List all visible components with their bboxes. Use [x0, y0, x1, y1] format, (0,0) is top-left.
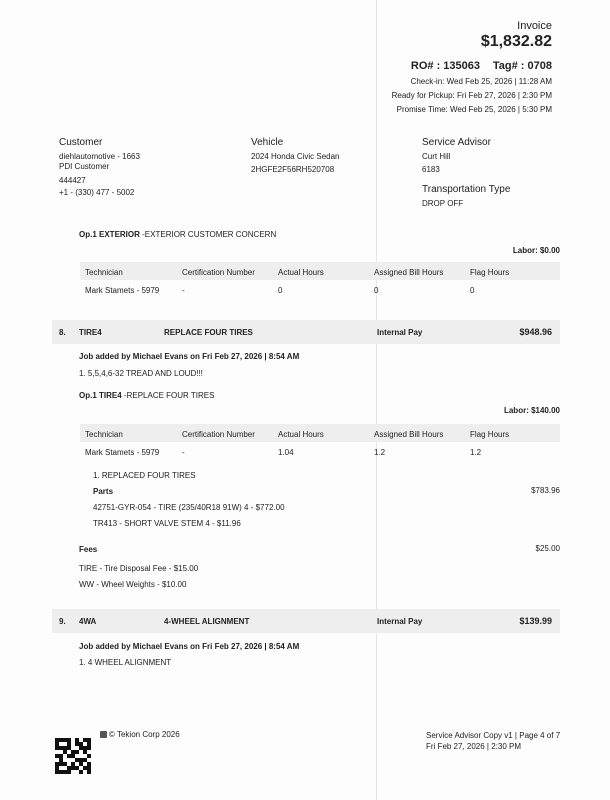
parts-total: $783.96	[531, 486, 560, 495]
job8-description: REPLACE FOUR TIRES	[164, 328, 253, 337]
fee-item: TIRE - Tire Disposal Fee - $15.00	[79, 564, 199, 573]
customer-phone: +1 - (330) 477 - 5002	[59, 188, 135, 197]
job8-labor: Labor: $140.00	[503, 406, 560, 415]
job8-added-by: Job added by Michael Evans on Fri Feb 27, 2026 | 8:54 AM	[79, 352, 300, 361]
parts-label: Parts	[93, 487, 114, 496]
fees-label: Fees	[79, 545, 98, 554]
customer-name: diehlautomotive - 1663	[59, 152, 140, 161]
job9-code: 4WA	[79, 617, 97, 626]
col-flag-hours: Flag Hours	[470, 430, 510, 439]
part-item: TR413 - SHORT VALVE STEM 4 - $11.96	[93, 519, 241, 528]
table-cell: 1.2	[470, 448, 482, 457]
advisor-number: 6183	[422, 165, 440, 174]
col-technician: Technician	[85, 430, 123, 439]
col-certification: Certification Number	[182, 268, 255, 277]
fees-total: $25.00	[535, 544, 560, 553]
invoice-total: $1,832.82	[480, 33, 552, 50]
job8-concern: 1. 5,5,4,6-32 TREAD AND LOUD!!!	[79, 369, 203, 378]
table-cell: 1.2	[374, 448, 386, 457]
tag-number: Tag# : 0708	[492, 60, 552, 72]
page-fold-line	[376, 0, 377, 800]
table-cell: 0	[374, 286, 379, 295]
job9-description: 4-WHEEL ALIGNMENT	[164, 617, 250, 626]
col-certification: Certification Number	[182, 430, 255, 439]
customer-heading: Customer	[59, 137, 103, 148]
job8-amount: $948.96	[519, 327, 552, 337]
printed-time: Fri Feb 27, 2026 | 2:30 PM	[426, 742, 522, 751]
doc-type: Invoice	[517, 20, 552, 32]
job8-correction: 1. REPLACED FOUR TIRES	[93, 471, 196, 480]
customer-type: PDI Customer	[59, 162, 110, 171]
op-exterior-labor: Labor: $0.00	[512, 246, 560, 255]
vehicle-vin: 2HGFE2F56RH520708	[251, 165, 335, 174]
job9-number: 9.	[59, 617, 66, 626]
copyright: © Tekion Corp 2026	[109, 730, 180, 739]
job8-code: TIRE4	[79, 328, 102, 337]
job9-added-by: Job added by Michael Evans on Fri Feb 27, 2026 | 8:54 AM	[79, 642, 300, 651]
job9-concern: 1. 4 WHEEL ALIGNMENT	[79, 658, 172, 667]
copy-info: Service Advisor Copy v1 | Page 4 of 7	[426, 731, 561, 740]
col-assigned-bill-hours: Assigned Bill Hours	[374, 430, 444, 439]
pickup-time: Ready for Pickup: Fri Feb 27, 2026 | 2:30 PM	[391, 91, 552, 100]
ro-number: RO# : 135063	[410, 60, 480, 72]
job8-op-title: Op.1 TIRE4 -REPLACE FOUR TIRES	[79, 391, 215, 400]
op-exterior-title: Op.1 EXTERIOR -EXTERIOR CUSTOMER CONCERN	[79, 230, 277, 239]
job9-amount: $139.99	[519, 616, 552, 626]
table-cell: 0	[470, 286, 475, 295]
vehicle-model: 2024 Honda Civic Sedan	[251, 152, 340, 161]
job8-header-band	[52, 320, 560, 344]
job8-number: 8.	[59, 328, 66, 337]
table-cell: 1.04	[278, 448, 294, 457]
table-cell: -	[182, 448, 185, 457]
table-cell: Mark Stamets - 5979	[85, 448, 160, 457]
transport-type: DROP OFF	[422, 199, 464, 208]
job9-header-band	[52, 609, 560, 633]
col-actual-hours: Actual Hours	[278, 268, 324, 277]
col-technician: Technician	[85, 268, 123, 277]
advisor-heading: Service Advisor	[422, 137, 491, 148]
job9-pay-type: Internal Pay	[377, 617, 423, 626]
qr-code	[55, 738, 91, 774]
advisor-name: Curt Hill	[422, 152, 451, 161]
checkin-time: Check-in: Wed Feb 25, 2026 | 11:28 AM	[410, 77, 552, 86]
col-assigned-bill-hours: Assigned Bill Hours	[374, 268, 444, 277]
fee-item: WW - Wheel Weights - $10.00	[79, 580, 187, 589]
promise-time: Promise Time: Wed Feb 25, 2026 | 5:30 PM	[396, 105, 552, 114]
table-cell: Mark Stamets - 5979	[85, 286, 160, 295]
table-cell: 0	[278, 286, 283, 295]
job8-pay-type: Internal Pay	[377, 328, 423, 337]
col-actual-hours: Actual Hours	[278, 430, 324, 439]
tekion-logo-icon	[100, 731, 107, 738]
table-cell: -	[182, 286, 185, 295]
customer-id: 444427	[59, 176, 86, 185]
vehicle-heading: Vehicle	[251, 137, 284, 148]
col-flag-hours: Flag Hours	[470, 268, 510, 277]
part-item: 42751-GYR-054 - TIRE (235/40R18 91W) 4 - $772.00	[93, 503, 285, 512]
transport-heading: Transportation Type	[422, 184, 511, 195]
